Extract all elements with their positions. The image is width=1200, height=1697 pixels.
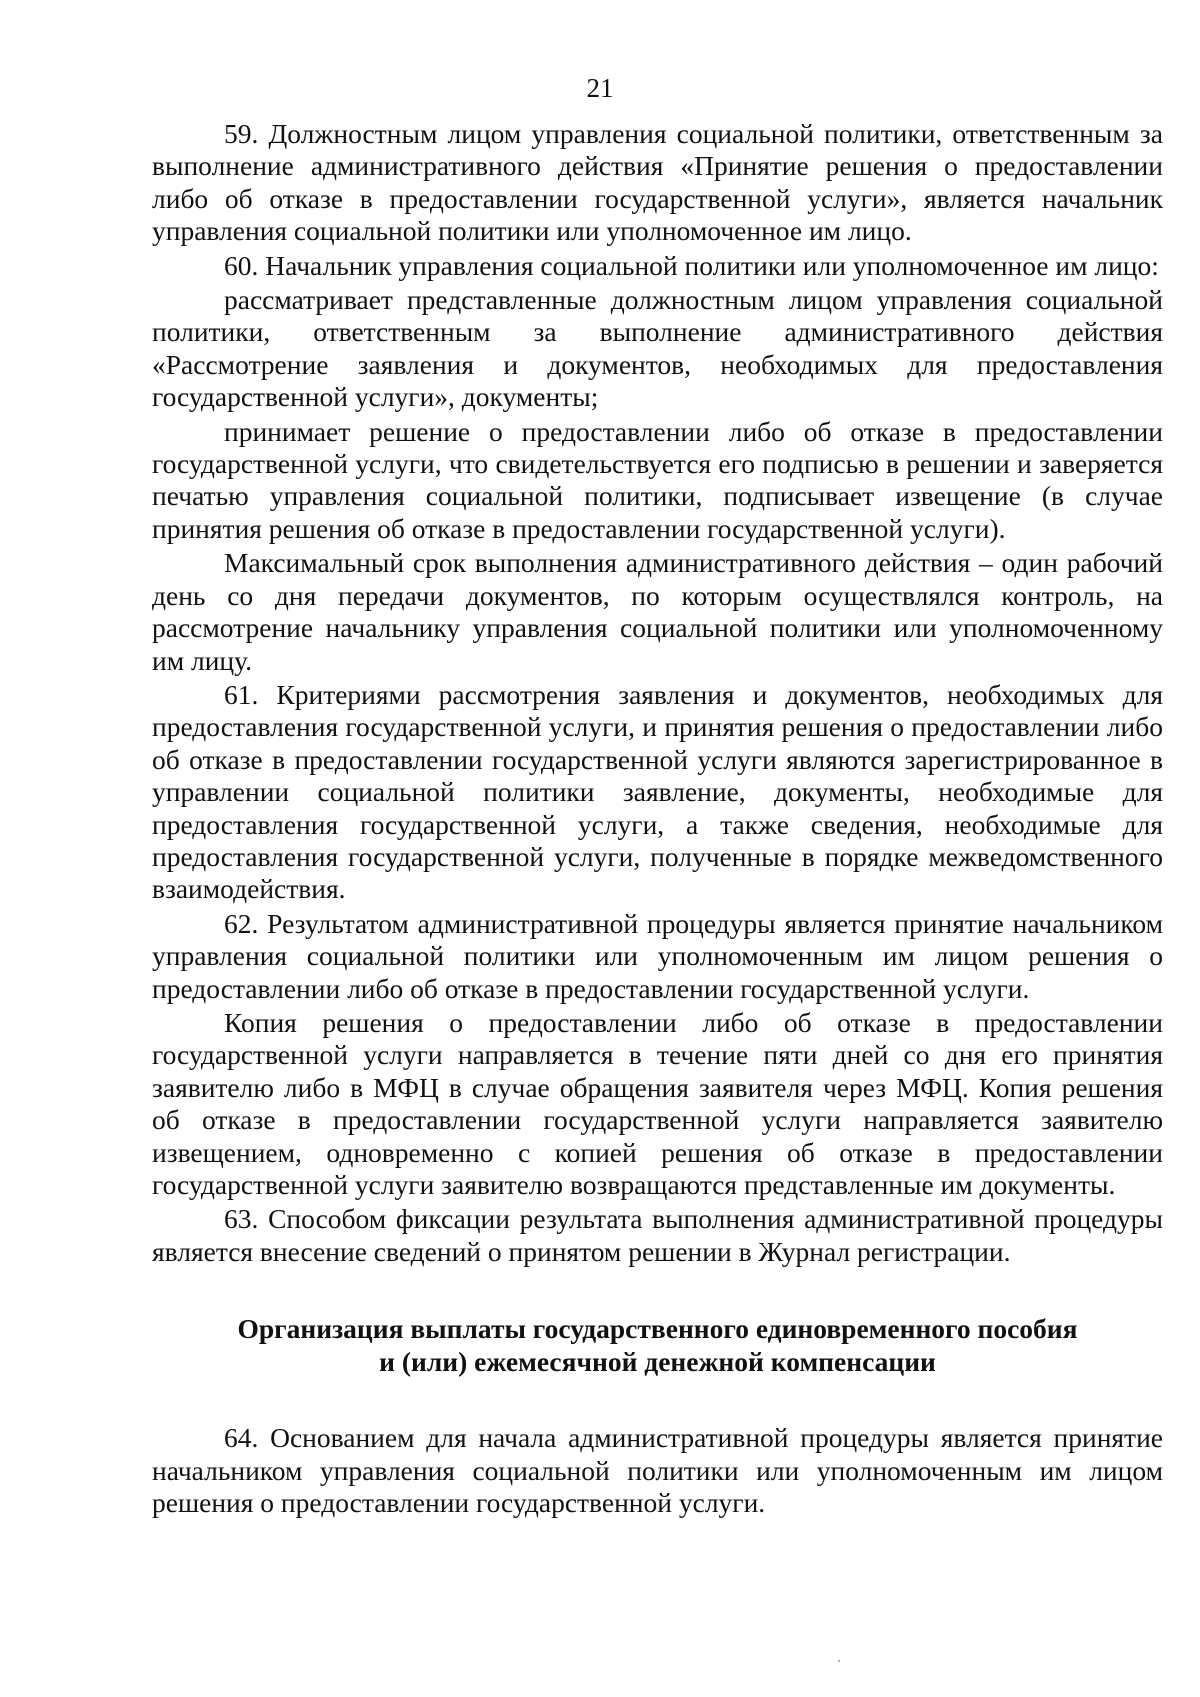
document-body	[152, 118, 1163, 1519]
page-number: 21	[586, 73, 614, 103]
scan-speck	[838, 1660, 840, 1662]
paragraph-61: 61. Критериями рассмотрения заявления и документов, необходимых для предоставления государственной услуги, и принятия решения о предоставлении либо об отказе в предоставлении государственной услуги являются зарегистрированное в управлении социальной политики заявление, документы, необходимые для предоставления государственной услуги, а также сведения, необходимые для предоставления государственной услуги, полученные в порядке межведомственного взаимодействия.	[152, 678, 1163, 905]
paragraph-60-item-reviews: рассматривает представленные должностным лицом управления социальной политики, ответственным за выполнение административного действия «Рассмотрение заявления и документов, необходимых для предоставления государственной услуги», документы;	[152, 284, 1163, 413]
section-heading-line-1: Организация выплаты государственного единовременного пособия	[237, 1313, 1078, 1345]
paragraph-63: 63. Способом фиксации результата выполнения административной процедуры является внесение сведений о принятом решении в Журнал регистрации.	[152, 1203, 1163, 1267]
paragraph-60-item-decides: принимает решение о предоставлении либо об отказе в предоставлении государственной услуги, что свидетельствуется его подписью в решении и заверяется печатью управления социальной политики, подписывает извещение (в случае принятия решения об отказе в предоставлении государственной услуги).	[152, 415, 1163, 544]
paragraph-60: 60. Начальник управления социальной политики или уполномоченное им лицо:	[224, 249, 1159, 281]
section-heading	[152, 1312, 1163, 1378]
paragraph-decision-copy: Копия решения о предоставлении либо об отказе в предоставлении государственной услуги направляется в течение пяти дней со дня его принятия заявителю либо в МФЦ в случае обращения заявителя через МФЦ. Копия решения об отказе в предоставлении государственной услуги направляется заявителю извещением, одновременно с копией решения об отказе в предоставлении государственной услуги заявителю возвращаются представленные им документы.	[152, 1006, 1163, 1200]
paragraph-59: 59. Должностным лицом управления социальной политики, ответственным за выполнение административного действия «Принятие решения о предоставлении либо об отказе в предоставлении государственной услуги», является начальник управления социальной политики или уполномоченное им лицо.	[152, 118, 1163, 247]
paragraph-62: 62. Результатом административной процедуры является принятие начальником управления социальной политики или уполномоченным им лицом решения о предоставлении либо об отказе в предоставлении государственной услуги.	[152, 907, 1163, 1004]
section-heading-line-2: и (или) ежемесячной денежной компенсации	[379, 1346, 936, 1378]
paragraph-64: 64. Основанием для начала административной процедуры является принятие начальником управления социальной политики или уполномоченным им лицом решения о предоставлении государственной услуги.	[152, 1422, 1163, 1519]
paragraph-max-term: Максимальный срок выполнения административного действия – один рабочий день со дня передачи документов, по которым осуществлялся контроль, на рассмотрение начальнику управления социальной политики или уполномоченному им лицу.	[152, 547, 1163, 676]
